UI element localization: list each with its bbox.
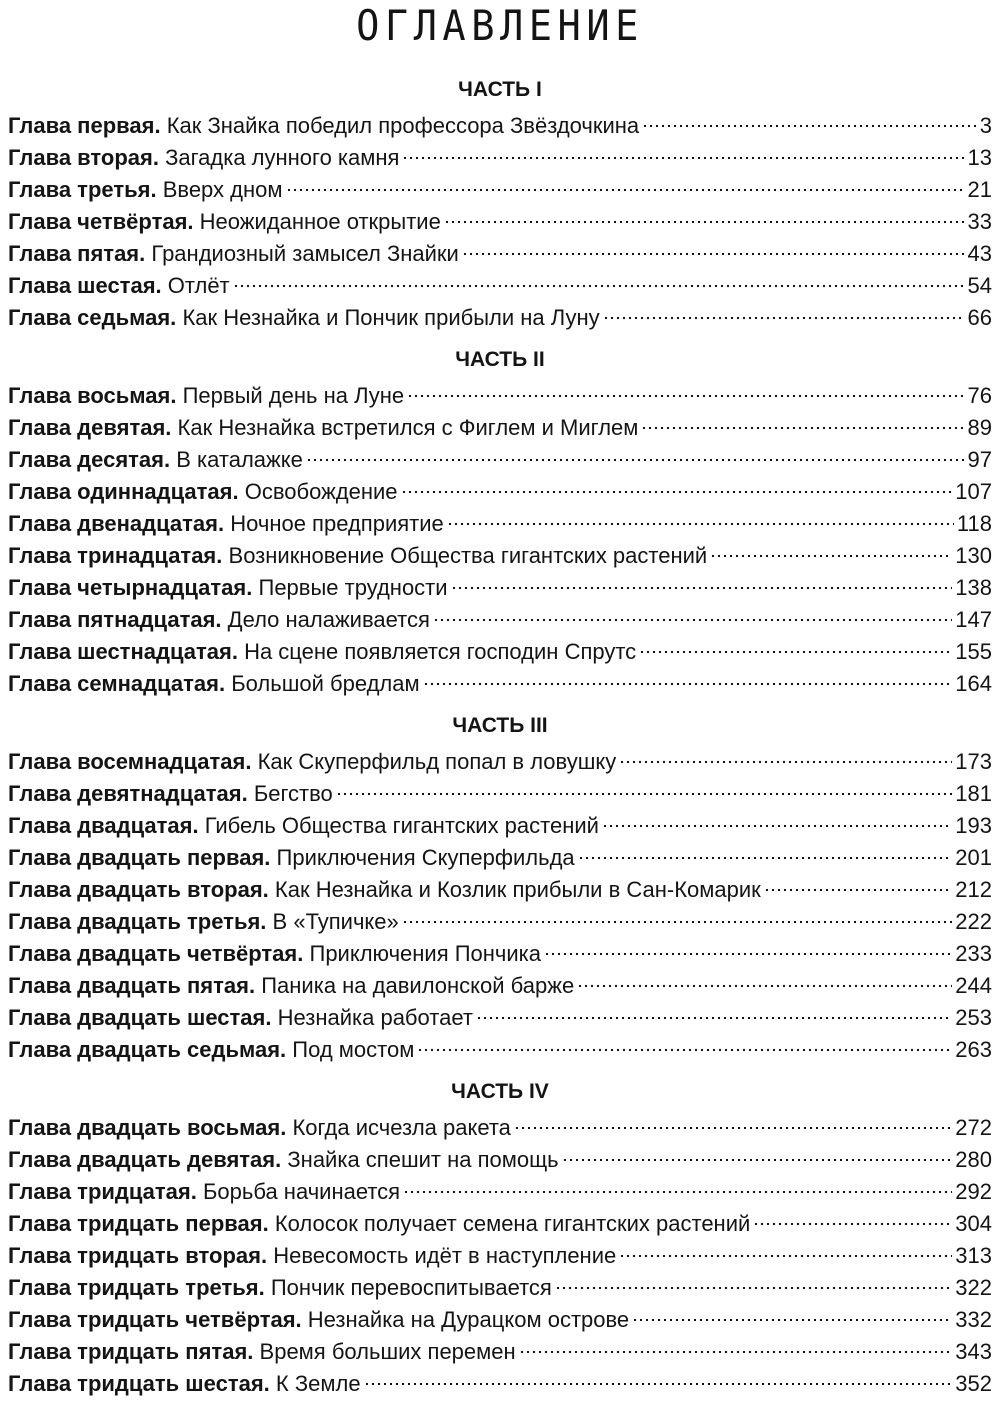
chapter-name: Как Знайка победил профессора Звёздочкина bbox=[166, 113, 640, 138]
chapter-label: Глава семнадцатая. bbox=[8, 671, 226, 696]
dot-leader bbox=[407, 394, 964, 398]
toc-entry bbox=[8, 842, 992, 874]
page-number: 193 bbox=[955, 813, 992, 838]
toc-entry bbox=[8, 1240, 992, 1272]
dot-leader bbox=[423, 682, 953, 686]
chapter-name: Под мостом bbox=[292, 1037, 415, 1062]
toc-entry bbox=[8, 412, 992, 444]
page-title: ОГЛАВЛЕНИЕ bbox=[356, 1, 644, 50]
toc-entry bbox=[8, 938, 992, 970]
page-number: 21 bbox=[967, 177, 992, 202]
toc-entry bbox=[8, 1002, 992, 1034]
dot-leader bbox=[403, 1190, 952, 1194]
toc-part-2 bbox=[8, 340, 992, 700]
toc-entry bbox=[8, 508, 992, 540]
page-number: 118 bbox=[956, 511, 992, 536]
toc-entry bbox=[8, 970, 992, 1002]
toc-entry bbox=[8, 142, 992, 174]
page-number: 244 bbox=[955, 973, 992, 998]
page-number: 272 bbox=[955, 1115, 992, 1140]
chapter-name: Незнайка на Дурацком острове bbox=[307, 1307, 630, 1332]
dot-leader bbox=[364, 1382, 953, 1386]
toc-entry bbox=[8, 1368, 992, 1400]
chapter-label: Глава шестнадцатая. bbox=[8, 639, 238, 664]
dot-leader bbox=[578, 856, 953, 860]
chapter-label: Глава девятая. bbox=[8, 415, 172, 440]
dot-leader bbox=[447, 522, 954, 526]
dot-leader bbox=[639, 650, 952, 654]
dot-leader bbox=[602, 824, 952, 828]
chapter-name: Когда исчезла ракета bbox=[292, 1115, 511, 1140]
page-number: 155 bbox=[955, 639, 992, 664]
chapter-label: Глава третья. bbox=[8, 177, 157, 202]
page-number: 201 bbox=[955, 845, 992, 870]
chapter-list bbox=[8, 380, 992, 700]
page-number: 138 bbox=[955, 575, 992, 600]
page-number: 130 bbox=[955, 543, 992, 568]
part-heading: ЧАСТЬ III bbox=[452, 714, 548, 737]
part-heading: ЧАСТЬ IV bbox=[451, 1080, 549, 1103]
dot-leader bbox=[233, 284, 965, 288]
chapter-label: Глава восемнадцатая. bbox=[8, 749, 252, 774]
toc-part-3 bbox=[8, 706, 992, 1066]
dot-leader bbox=[306, 458, 965, 462]
chapter-label: Глава тридцатая. bbox=[8, 1179, 197, 1204]
toc-entry bbox=[8, 206, 992, 238]
dot-leader bbox=[286, 188, 965, 192]
toc-entry bbox=[8, 380, 992, 412]
dot-leader bbox=[619, 1254, 952, 1258]
chapter-name: Дело налаживается bbox=[227, 607, 430, 632]
dot-leader bbox=[764, 888, 953, 892]
chapter-name: Освобождение bbox=[244, 479, 398, 504]
toc-entry bbox=[8, 110, 992, 142]
dot-leader bbox=[401, 490, 953, 494]
chapter-name: Ночное предприятие bbox=[230, 511, 444, 536]
page-number: 76 bbox=[967, 383, 992, 408]
chapter-label: Глава двадцать девятая. bbox=[8, 1147, 282, 1172]
page-number: 233 bbox=[955, 941, 992, 966]
dot-leader bbox=[555, 1286, 952, 1290]
chapter-label: Глава двадцать восьмая. bbox=[8, 1115, 287, 1140]
chapter-name: Невесомость идёт в наступление bbox=[273, 1243, 617, 1268]
chapter-label: Глава тридцать первая. bbox=[8, 1211, 269, 1236]
toc-entry bbox=[8, 1176, 992, 1208]
dot-leader bbox=[451, 586, 953, 590]
chapter-name: Неожиданное открытие bbox=[199, 209, 441, 234]
chapter-name: Первые трудности bbox=[258, 575, 448, 600]
toc-entry bbox=[8, 604, 992, 636]
chapter-name: В каталажке bbox=[176, 447, 303, 472]
toc-entry bbox=[8, 906, 992, 938]
chapter-name: Загадка лунного камня bbox=[165, 145, 400, 170]
toc-entry bbox=[8, 874, 992, 906]
table-of-contents-page bbox=[8, 0, 992, 1413]
page-number: 43 bbox=[967, 241, 992, 266]
toc-part-4 bbox=[8, 1072, 992, 1400]
chapter-label: Глава тридцать третья. bbox=[8, 1275, 265, 1300]
chapter-label: Глава девятнадцатая. bbox=[8, 781, 248, 806]
dot-leader bbox=[462, 252, 965, 256]
toc-entry bbox=[8, 302, 992, 334]
chapter-name: Колосок получает семена гигантских растений bbox=[274, 1211, 751, 1236]
toc-entry bbox=[8, 778, 992, 810]
chapter-label: Глава тридцать четвёртая. bbox=[8, 1307, 302, 1332]
dot-leader bbox=[444, 220, 965, 224]
page-number: 164 bbox=[955, 671, 992, 696]
chapter-name: Приключения Пончика bbox=[309, 941, 542, 966]
chapter-name: Незнайка работает bbox=[277, 1005, 473, 1030]
page-number: 147 bbox=[955, 607, 992, 632]
toc-entry bbox=[8, 540, 992, 572]
page-number: 212 bbox=[955, 877, 992, 902]
dot-leader bbox=[544, 952, 952, 956]
chapter-name: Время больших перемен bbox=[259, 1339, 516, 1364]
chapter-name: Как Незнайка и Пончик прибыли на Луну bbox=[182, 305, 600, 330]
chapter-list bbox=[8, 1112, 992, 1400]
page-number: 313 bbox=[955, 1243, 992, 1268]
chapter-name: Гибель Общества гигантских растений bbox=[204, 813, 599, 838]
chapter-label: Глава пятнадцатая. bbox=[8, 607, 222, 632]
chapter-name: Как Незнайка и Козлик прибыли в Сан-Комарик bbox=[274, 877, 761, 902]
dot-leader bbox=[632, 1318, 952, 1322]
dot-leader bbox=[562, 1158, 953, 1162]
toc-entry bbox=[8, 1034, 992, 1066]
dot-leader bbox=[642, 124, 977, 128]
part-heading: ЧАСТЬ I bbox=[458, 78, 542, 101]
page-number: 322 bbox=[955, 1275, 992, 1300]
toc-entry bbox=[8, 810, 992, 842]
chapter-label: Глава тридцать вторая. bbox=[8, 1243, 268, 1268]
chapter-label: Глава десятая. bbox=[8, 447, 171, 472]
chapter-label: Глава двадцатая. bbox=[8, 813, 199, 838]
dot-leader bbox=[336, 792, 952, 796]
chapter-name: Грандиозный замысел Знайки bbox=[151, 241, 459, 266]
page-number: 173 bbox=[955, 749, 992, 774]
chapter-label: Глава четырнадцатая. bbox=[8, 575, 253, 600]
toc-entry bbox=[8, 444, 992, 476]
dot-leader bbox=[519, 1350, 953, 1354]
dot-leader bbox=[603, 316, 965, 320]
chapter-name: Вверх дном bbox=[162, 177, 283, 202]
chapter-label: Глава вторая. bbox=[8, 145, 159, 170]
page-number: 107 bbox=[955, 479, 992, 504]
part-heading: ЧАСТЬ II bbox=[455, 348, 545, 371]
chapter-label: Глава первая. bbox=[8, 113, 161, 138]
dot-leader bbox=[402, 920, 953, 924]
chapter-name: Возникновение Общества гигантских растений bbox=[228, 543, 708, 568]
chapter-label: Глава седьмая. bbox=[8, 305, 177, 330]
chapter-name: Как Скуперфильд попал в ловушку bbox=[257, 749, 617, 774]
chapter-name: Отлёт bbox=[167, 273, 230, 298]
chapter-name: На сцене появляется господин Спрутс bbox=[244, 639, 637, 664]
chapter-label: Глава двадцать четвёртая. bbox=[8, 941, 304, 966]
chapter-label: Глава тринадцатая. bbox=[8, 543, 223, 568]
page-number: 343 bbox=[955, 1339, 992, 1364]
toc-parts bbox=[8, 70, 992, 1400]
page-number: 33 bbox=[967, 209, 992, 234]
dot-leader bbox=[710, 554, 952, 558]
toc-entry bbox=[8, 1272, 992, 1304]
page-number: 54 bbox=[967, 273, 992, 298]
chapter-label: Глава шестая. bbox=[8, 273, 162, 298]
toc-entry bbox=[8, 174, 992, 206]
chapter-name: Бегство bbox=[253, 781, 333, 806]
toc-entry bbox=[8, 1304, 992, 1336]
chapter-label: Глава одиннадцатая. bbox=[8, 479, 239, 504]
chapter-name: Паника на давилонской барже bbox=[261, 973, 575, 998]
chapter-label: Глава четвёртая. bbox=[8, 209, 194, 234]
toc-entry bbox=[8, 1336, 992, 1368]
toc-entry bbox=[8, 1112, 992, 1144]
dot-leader bbox=[402, 156, 964, 160]
toc-part-1 bbox=[8, 70, 992, 334]
dot-leader bbox=[514, 1126, 952, 1130]
chapter-label: Глава двадцать шестая. bbox=[8, 1005, 272, 1030]
dot-leader bbox=[433, 618, 952, 622]
chapter-label: Глава двадцать пятая. bbox=[8, 973, 256, 998]
chapter-name: Первый день на Луне bbox=[182, 383, 405, 408]
page-number: 66 bbox=[967, 305, 992, 330]
dot-leader bbox=[417, 1048, 952, 1052]
chapter-list bbox=[8, 110, 992, 334]
chapter-label: Глава тридцать пятая. bbox=[8, 1339, 254, 1364]
chapter-name: К Земле bbox=[275, 1371, 361, 1396]
page-number: 3 bbox=[979, 113, 992, 138]
dot-leader bbox=[753, 1222, 952, 1226]
chapter-name: Большой бредлам bbox=[231, 671, 420, 696]
chapter-name: Приключения Скуперфильда bbox=[276, 845, 575, 870]
chapter-name: Знайка спешит на помощь bbox=[287, 1147, 559, 1172]
page-number: 89 bbox=[967, 415, 992, 440]
chapter-label: Глава восьмая. bbox=[8, 383, 177, 408]
page-number: 253 bbox=[955, 1005, 992, 1030]
chapter-name: Пончик перевоспитывается bbox=[270, 1275, 552, 1300]
dot-leader bbox=[619, 760, 952, 764]
toc-entry bbox=[8, 476, 992, 508]
toc-entry bbox=[8, 270, 992, 302]
page-number: 304 bbox=[955, 1211, 992, 1236]
chapter-label: Глава тридцать шестая. bbox=[8, 1371, 270, 1396]
toc-entry bbox=[8, 668, 992, 700]
dot-leader bbox=[641, 426, 964, 430]
page-number: 280 bbox=[955, 1147, 992, 1172]
chapter-label: Глава двадцать вторая. bbox=[8, 877, 269, 902]
dot-leader bbox=[577, 984, 952, 988]
chapter-label: Глава двадцать седьмая. bbox=[8, 1037, 287, 1062]
page-number: 352 bbox=[955, 1371, 992, 1396]
page-number: 332 bbox=[955, 1307, 992, 1332]
chapter-name: В «Тупичке» bbox=[272, 909, 399, 934]
dot-leader bbox=[476, 1016, 952, 1020]
toc-entry bbox=[8, 1144, 992, 1176]
toc-entry bbox=[8, 636, 992, 668]
toc-entry bbox=[8, 572, 992, 604]
page-number: 263 bbox=[955, 1037, 992, 1062]
chapter-label: Глава двадцать третья. bbox=[8, 909, 267, 934]
toc-entry bbox=[8, 238, 992, 270]
page-number: 97 bbox=[967, 447, 992, 472]
page-number: 292 bbox=[955, 1179, 992, 1204]
chapter-label: Глава двадцать первая. bbox=[8, 845, 271, 870]
chapter-name: Как Незнайка встретился с Фиглем и Миглем bbox=[177, 415, 639, 440]
page-number: 222 bbox=[955, 909, 992, 934]
toc-entry bbox=[8, 746, 992, 778]
chapter-list bbox=[8, 746, 992, 1066]
chapter-label: Глава пятая. bbox=[8, 241, 146, 266]
toc-entry bbox=[8, 1208, 992, 1240]
chapter-label: Глава двенадцатая. bbox=[8, 511, 225, 536]
chapter-name: Борьба начинается bbox=[202, 1179, 401, 1204]
page-number: 181 bbox=[955, 781, 992, 806]
page-number: 13 bbox=[967, 145, 992, 170]
